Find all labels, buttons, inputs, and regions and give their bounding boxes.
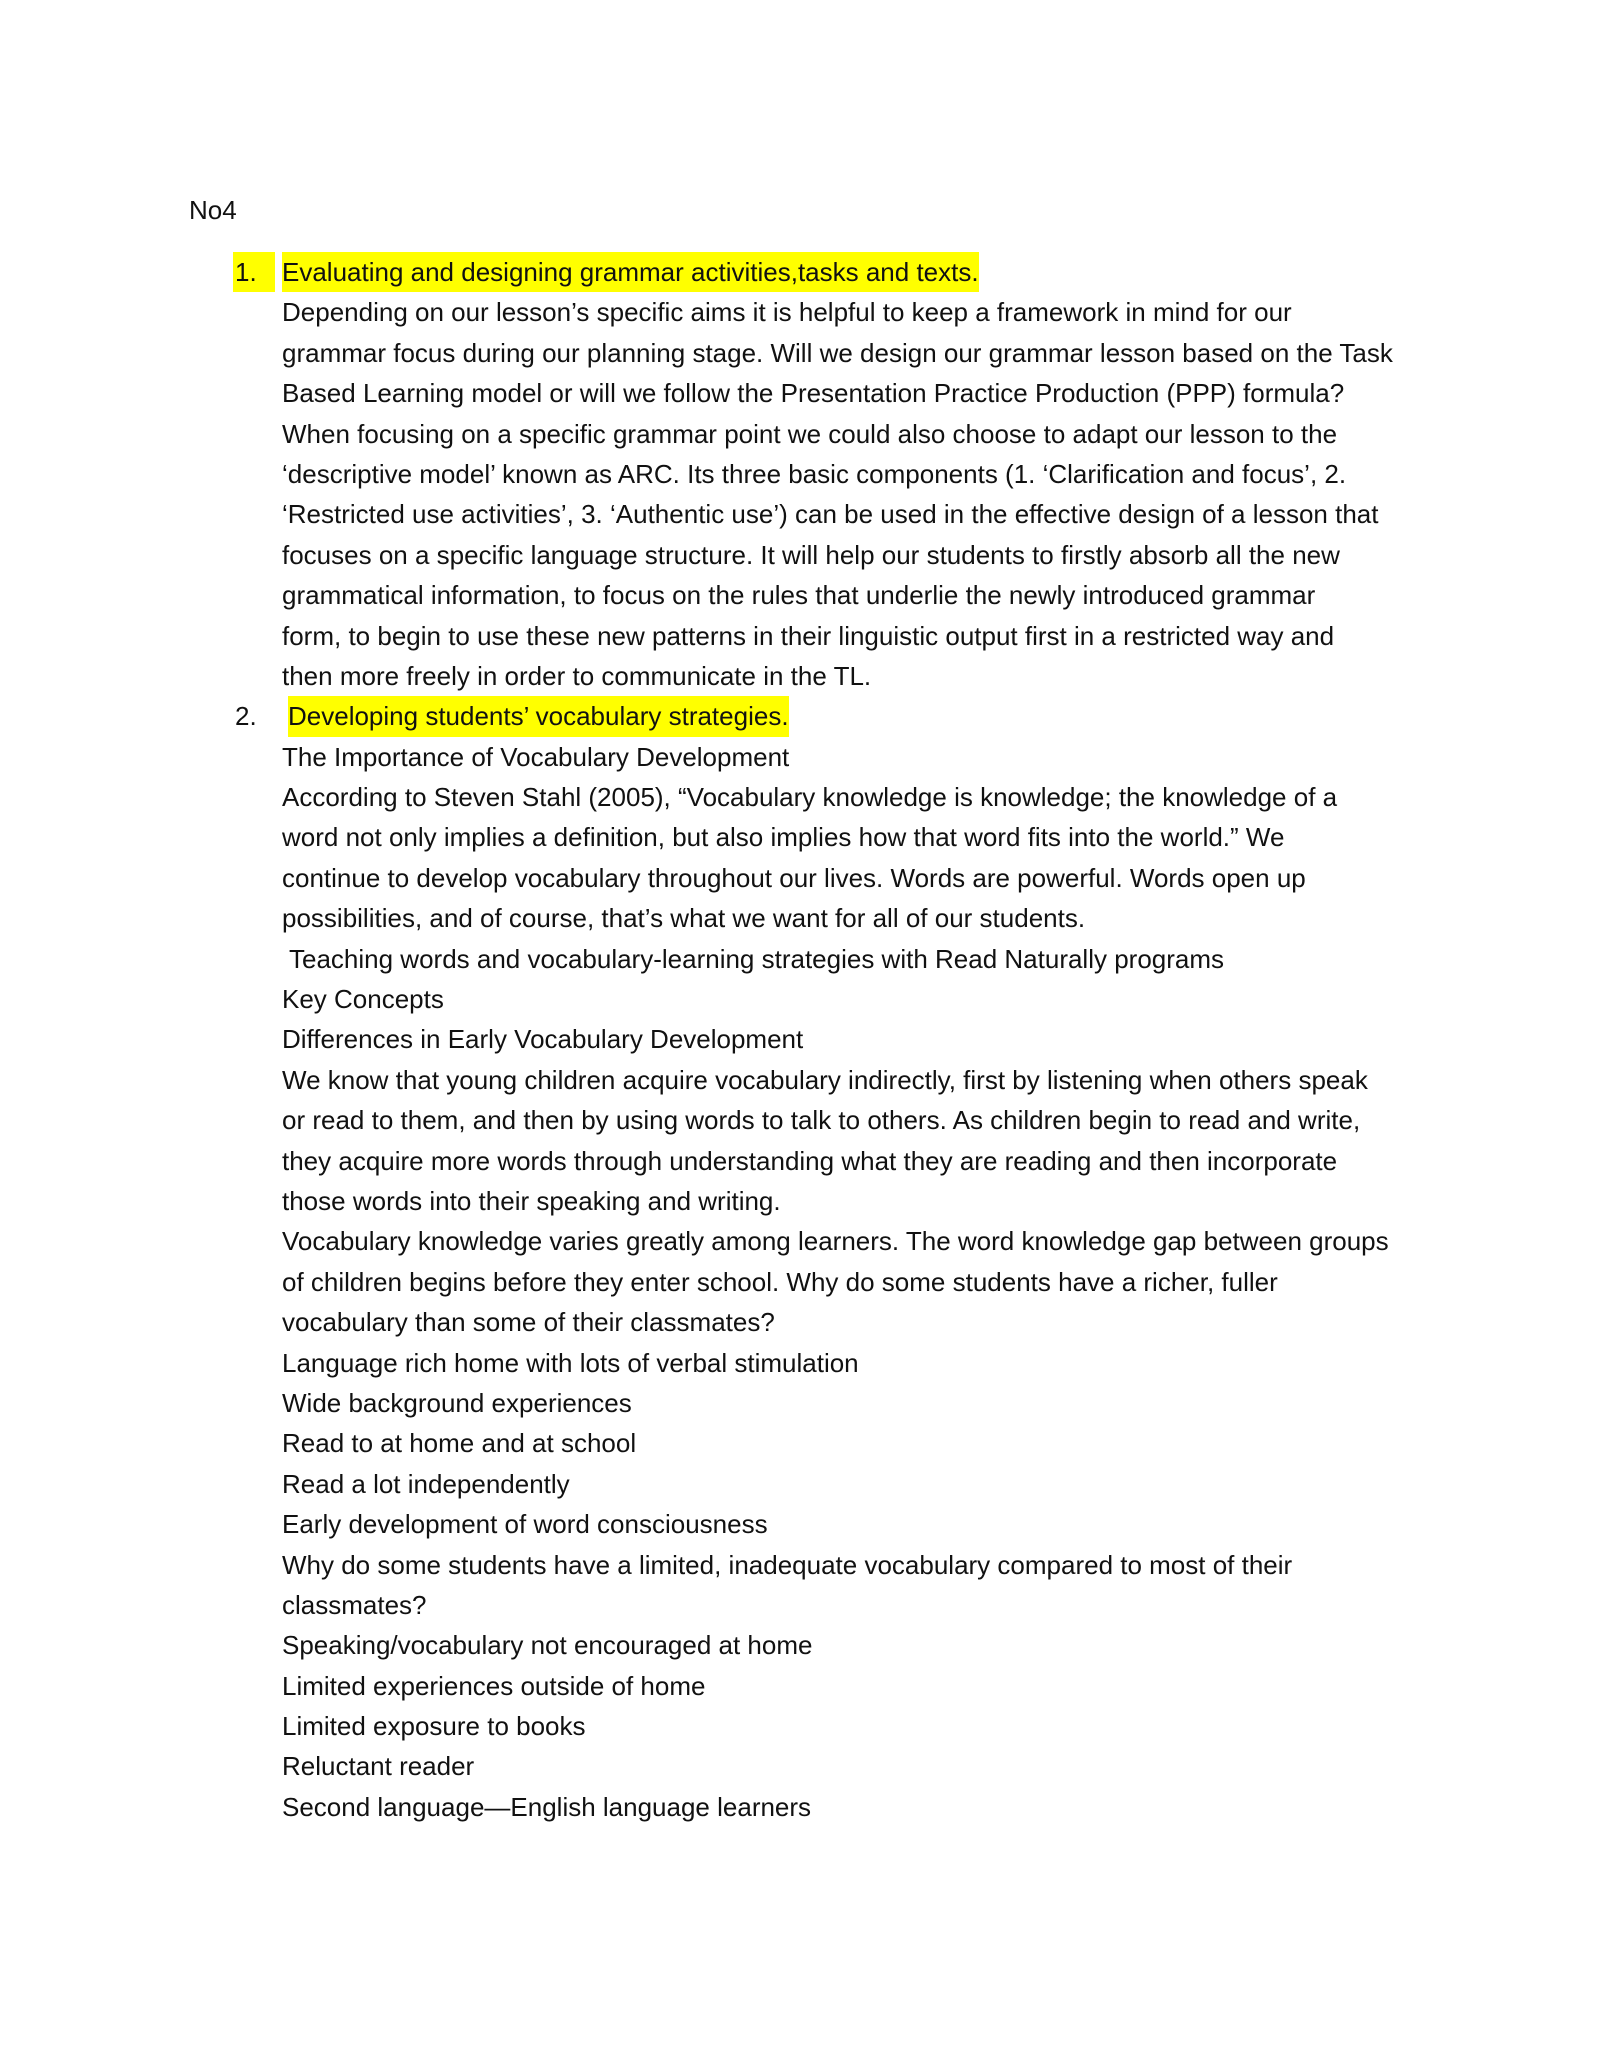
- list-item: Wide background experiences: [282, 1387, 632, 1418]
- paragraph-line: vocabulary than some of their classmates?: [282, 1307, 775, 1338]
- paragraph-line: Why do some students have a limited, inadequate vocabulary compared to most of their: [282, 1549, 1293, 1580]
- section-1-number: 1.: [233, 252, 275, 292]
- paragraph-line: of children begins before they enter school. Why do some students have a richer, fuller: [282, 1266, 1278, 1297]
- paragraph-line: ‘descriptive model’ known as ARC. Its three basic components (1. ‘Clarification and focus’, 2.: [282, 458, 1347, 489]
- paragraph-line: or read to them, and then by using words to talk to others. As children begin to read and write,: [282, 1105, 1361, 1136]
- paragraph-line: possibilities, and of course, that’s what we want for all of our students.: [282, 903, 1086, 934]
- paragraph-line: Vocabulary knowledge varies greatly among learners. The word knowledge gap between groups: [282, 1226, 1389, 1257]
- list-item: Speaking/vocabulary not encouraged at home: [282, 1630, 813, 1661]
- list-item: Limited exposure to books: [282, 1711, 586, 1742]
- list-item: Reluctant reader: [282, 1751, 475, 1782]
- subheading-line: Key Concepts: [282, 984, 444, 1015]
- paragraph-line: grammatical information, to focus on the rules that underlie the newly introduced grammar: [282, 580, 1316, 611]
- paragraph-line: We know that young children acquire vocabulary indirectly, first by listening when others speak: [282, 1064, 1368, 1095]
- paragraph-line: they acquire more words through understanding what they are reading and then incorporate: [282, 1145, 1338, 1176]
- paragraph-line: focuses on a specific language structure. It will help our students to firstly absorb all the new: [282, 539, 1340, 570]
- document-content: [0, 252, 1600, 1827]
- paragraph-line: word not only implies a definition, but also implies how that word fits into the world.” We: [282, 822, 1285, 853]
- paragraph-line: grammar focus during our planning stage. Will we design our grammar lesson based on the Task: [282, 337, 1393, 368]
- paragraph-line: Teaching words and vocabulary-learning strategies with Read Naturally programs: [289, 943, 1225, 974]
- section-2-heading-row: [0, 696, 1600, 736]
- section-1-body: [282, 292, 1412, 696]
- section-2-heading: Developing students’ vocabulary strategies.: [288, 696, 789, 736]
- section-1-heading-row: [0, 252, 1600, 292]
- paragraph-line: According to Steven Stahl (2005), “Vocabulary knowledge is knowledge; the knowledge of a: [282, 782, 1338, 813]
- paragraph-line: Depending on our lesson’s specific aims it is helpful to keep a framework in mind for our: [282, 297, 1292, 328]
- list-item: Read a lot independently: [282, 1468, 570, 1499]
- list-item: Read to at home and at school: [282, 1428, 637, 1459]
- paragraph-line: those words into their speaking and writing.: [282, 1185, 781, 1216]
- list-item: Early development of word consciousness: [282, 1509, 768, 1540]
- list-item: Limited experiences outside of home: [282, 1670, 706, 1701]
- list-item: Language rich home with lots of verbal stimulation: [282, 1347, 859, 1378]
- subheading-line: Differences in Early Vocabulary Development: [282, 1024, 804, 1055]
- subheading-line: The Importance of Vocabulary Development: [282, 741, 790, 772]
- paragraph-line: When focusing on a specific grammar point we could also choose to adapt our lesson to the: [282, 418, 1338, 449]
- paragraph-line: classmates?: [282, 1589, 427, 1620]
- paragraph-line: ‘Restricted use activities’, 3. ‘Authentic use’) can be used in the effective design of a lesson that: [282, 499, 1379, 530]
- paragraph-line: Based Learning model or will we follow the Presentation Practice Production (PPP) formula?: [282, 378, 1345, 409]
- list-item: Second language—English language learners: [282, 1791, 812, 1822]
- section-1-heading: Evaluating and designing grammar activities,tasks and texts.: [282, 252, 979, 292]
- section-2-number: 2.: [235, 701, 257, 732]
- document-label: No4: [189, 195, 237, 225]
- paragraph-line: continue to develop vocabulary throughout our lives. Words are powerful. Words open up: [282, 862, 1306, 893]
- section-2-body: [282, 737, 1412, 1828]
- paragraph-line: form, to begin to use these new patterns in their linguistic output first in a restricted way and: [282, 620, 1335, 651]
- paragraph-line: then more freely in order to communicate in the TL.: [282, 660, 872, 691]
